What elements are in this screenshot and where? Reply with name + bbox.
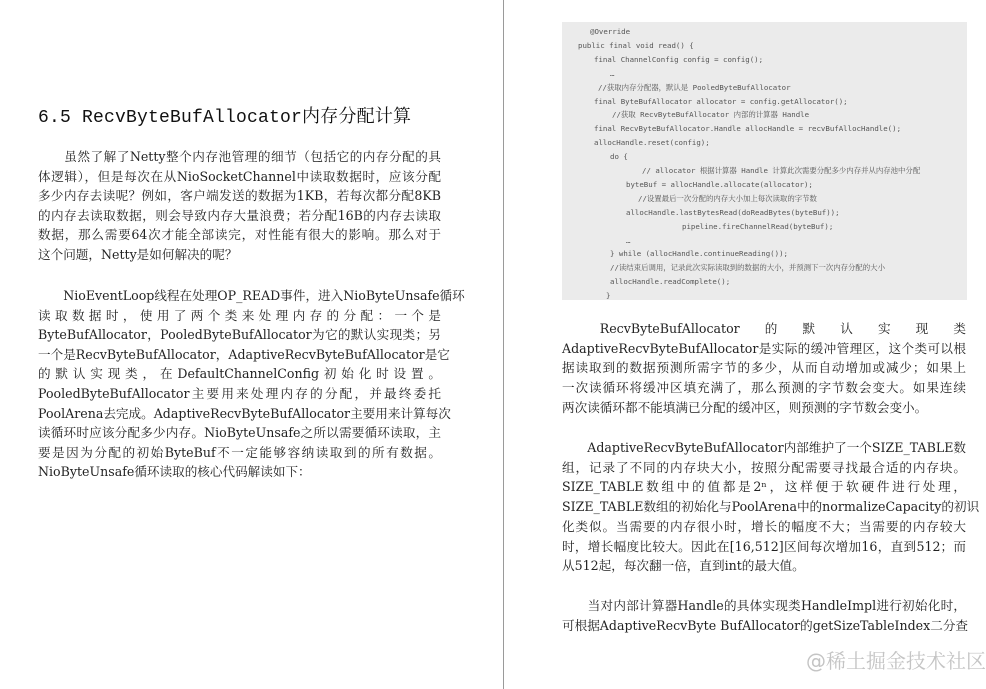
code-line: //设置最后一次分配的内存大小加上每次读取的字节数 <box>638 193 817 203</box>
code-line: byteBuf = allocHandle.allocate(allocator); <box>626 179 813 189</box>
text-line: ByteBufAllocator，PooledByteBufAllocator为它的默认实现类；另 <box>38 327 441 343</box>
code-line: } <box>606 291 611 301</box>
code-line: do { <box>610 152 628 162</box>
code-line: allocHandle.readComplete(); <box>610 277 731 287</box>
text-line: AdaptiveRecvByteBufAllocator内部维护了一个SIZE_TABLE数 <box>562 440 966 455</box>
text-line: 的默认实现类，在DefaultChannelConfig初始化时设置。 <box>38 366 441 382</box>
page-divider <box>503 0 504 689</box>
code-line: @Override <box>590 27 631 36</box>
text-line: 读取数据时，使用了两个类来处理内存的分配：一个是 <box>38 307 441 323</box>
text-line: 两次读循环都不能填满已分配的缓冲区，则预测的字节数会变小。 <box>562 399 928 415</box>
text-line: 当对内部计算器Handle的具体实现类HandleImpl进行初始化时， <box>562 598 966 613</box>
text-line: 从512起，每次翻一倍，直到int的最大值。 <box>562 558 805 574</box>
text-line: PooledByteBufAllocator主要用来处理内存的分配，并最终委托 <box>38 386 441 401</box>
code-block <box>562 22 967 300</box>
text-line: 读循环时应该分配多少内存。NioByteUnsafe之所以需要循环读取，主 <box>38 425 441 441</box>
text-line: NioEventLoop线程在处理OP_READ事件，进入NioByteUnsafe循环 <box>38 288 465 303</box>
text-line: SIZE_TABLE数组中的值都是2ⁿ，这样便于软硬件进行处理， <box>562 479 966 495</box>
text-line: PoolArena去完成。AdaptiveRecvByteBufAllocator主要用来计算每次 <box>38 405 451 421</box>
text-line: AdaptiveRecvByteBufAllocator是实际的缓冲管理区，这个类可以根 <box>562 340 966 356</box>
code-line: //读结束后调用，记录此次实际读取到的数据的大小，并预测下一次内存分配的大小 <box>610 263 885 273</box>
code-line: //获取 RecvByteBufAllocator 内部的计算器 Handle <box>612 110 810 120</box>
text-line: 一次读循环将缓冲区填充满了，那么预测的字节数会变大。如果连续 <box>562 380 966 396</box>
code-line: final ByteBufAllocator allocator = config.getAllocator(); <box>594 96 848 106</box>
code-line: final RecvByteBufAllocator.Handle allocHandle = recvBufAllocHandle(); <box>594 124 902 134</box>
code-line: } while (allocHandle.continueReading()); <box>610 249 788 259</box>
text-line: 这个问题，Netty是如何解决的呢？ <box>38 247 238 262</box>
text-line: 组，记录了不同的内存块大小，按照分配需要寻找最合适的内存块。 <box>562 459 966 475</box>
text-line: 虽然了解了Netty整个内存池管理的细节（包括它的内存分配的具 <box>38 149 441 164</box>
watermark: @稀土掘金技术社区 <box>806 649 986 673</box>
text-line: 体逻辑），但是每次在从NioSocketChannel中读取数据时，应该分配 <box>38 168 441 184</box>
code-line: … <box>626 235 631 245</box>
text-line: 要是因为分配的初始ByteBuf不一定能够容纳读取到的所有数据。 <box>38 444 441 460</box>
code-line: // allocator 根据计算器 Handle 计算此次需要分配多少内存并从内存池中分配 <box>642 166 921 175</box>
code-line: allocHandle.lastBytesRead(doReadBytes(byteBuf)); <box>626 207 840 217</box>
text-line: 化类似。当需要的内存很小时，增长的幅度不大；当需要的内存较大 <box>562 518 966 534</box>
text-line: 一个是RecvByteBufAllocator，AdaptiveRecvByteBufAllocator是它 <box>38 346 450 362</box>
text-line: 据读取到的数据预测所需字节的多少，从而自动增加或减少；如果上 <box>562 360 966 376</box>
text-line: RecvByteBufAllocator 的 默 认 实 现 类 <box>562 321 966 336</box>
code-line: allocHandle.reset(config); <box>594 138 710 148</box>
text-line: SIZE_TABLE数组的初始化与PoolArena中的normalizeCapacity的初识 <box>562 499 980 515</box>
text-line: 数据，那么需要64次才能全部读完，对性能有很大的影响。那么对于 <box>38 227 441 243</box>
text-line: 的内存去读取数据，则会导致内存大量浪费；若分配16B的内存去读取 <box>38 207 441 223</box>
code-line: public final void read() { <box>578 40 694 50</box>
code-line: //获取内存分配器，默认是 PooledByteBufAllocator <box>598 82 791 92</box>
text-line: NioByteUnsafe循环读取的核心代码解读如下： <box>38 464 311 480</box>
code-line: … <box>610 68 615 78</box>
code-line: pipeline.fireChannelRead(byteBuf); <box>682 221 834 231</box>
section-heading: 6.5 RecvByteBufAllocator内存分配计算 <box>38 108 412 128</box>
text-line: 可根据AdaptiveRecvByte BufAllocator的getSizeTableIndex二分查 <box>562 617 969 633</box>
code-line: final ChannelConfig config = config(); <box>594 54 764 64</box>
text-line: 时，增长幅度比较大。因此在[16,512]区间每次增加16，直到512；而 <box>562 538 966 554</box>
text-line: 多少内存去读呢？例如，客户端发送的数据为1KB，若每次都分配8KB <box>38 188 441 204</box>
